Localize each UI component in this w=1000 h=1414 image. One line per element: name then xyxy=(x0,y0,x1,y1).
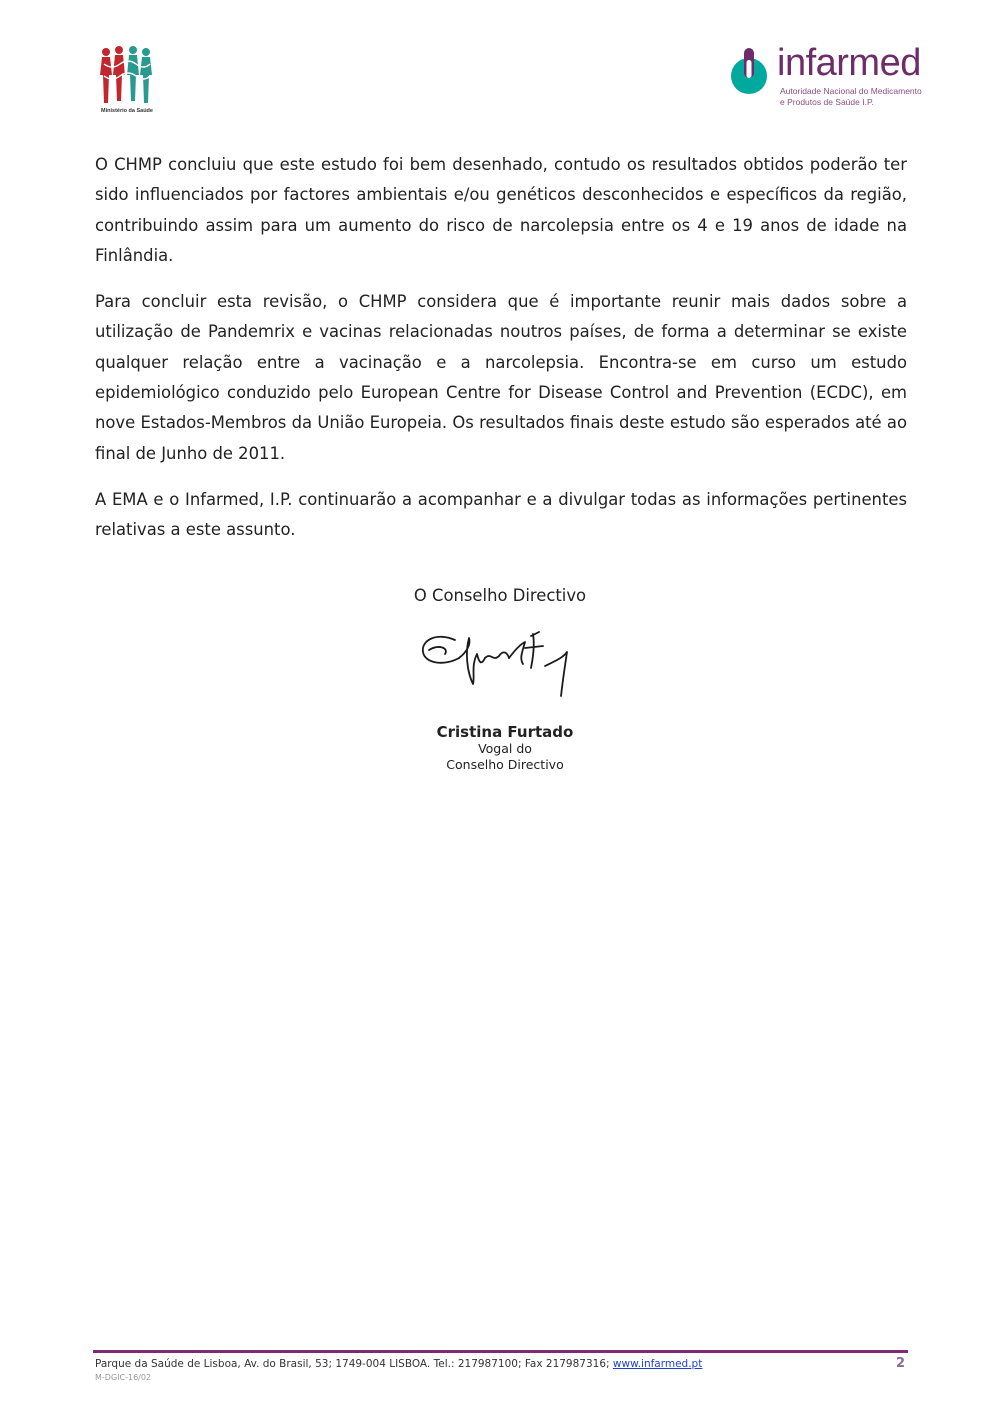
document-code: M-DGIC-16/02 xyxy=(95,1373,152,1382)
footer-address xyxy=(95,1358,702,1370)
page-number: 2 xyxy=(895,1356,905,1371)
infarmed-wordmark: infarmed xyxy=(777,42,921,84)
signatory-role-line1: Vogal do xyxy=(478,741,532,756)
ministerio-saude-caption: Ministério da Saúde xyxy=(101,108,153,114)
signatory-role-line2: Conselho Directivo xyxy=(446,757,564,772)
signatory-block xyxy=(420,723,590,773)
paragraph-2: Para concluir esta revisão, o CHMP considera que é importante reunir mais dados sobre a utilização de Pandemrix e vacinas relacionadas noutros países, de forma a determinar se existe qualquer relação entre a vacinação e a narcolepsia. Encontra-se em curso um estudo epidemiológico conduzido pelo European Centre for Disease Control and Prevention (ECDC), em nove Estados-Membros da União Europeia. Os resultados finais deste estudo são esperados até ao final de Junho de 2011. xyxy=(95,292,907,463)
handwritten-signature xyxy=(415,622,590,712)
paragraph-3: A EMA e o Infarmed, I.P. continuarão a acompanhar e a divulgar todas as informações pertinentes relativas a este assunto. xyxy=(95,489,907,540)
ministerio-saude-figures-icon xyxy=(92,44,162,106)
infarmed-logo xyxy=(725,44,920,114)
website-link[interactable]: www.infarmed.pt xyxy=(612,1358,703,1370)
infarmed-subtitle-line2: e Produtos de Saúde I.P. xyxy=(780,97,874,107)
footer-rule xyxy=(93,1350,908,1353)
closing-line: O Conselho Directivo xyxy=(413,586,587,605)
signatory-name: Cristina Furtado xyxy=(436,723,574,741)
infarmed-mark-icon xyxy=(725,46,775,96)
body-text xyxy=(95,150,907,562)
ministerio-saude-logo xyxy=(92,44,162,118)
infarmed-subtitle xyxy=(780,86,930,108)
paragraph-1: O CHMP concluiu que este estudo foi bem desenhado, contudo os resultados obtidos poderão ter sido influenciados por factores ambientais e/ou genéticos desconhecidos e específicos da região, contribuindo assim para um aumento do risco de narcolepsia entre os 4 e 19 anos de idade na Finlândia. xyxy=(95,155,907,265)
infarmed-subtitle-line1: Autoridade Nacional do Medicamento xyxy=(780,86,922,96)
footer-address-text: Parque da Saúde de Lisboa, Av. do Brasil, 53; 1749-004 LISBOA. Tel.: 217987100; Fax 217987316; xyxy=(95,1358,613,1370)
